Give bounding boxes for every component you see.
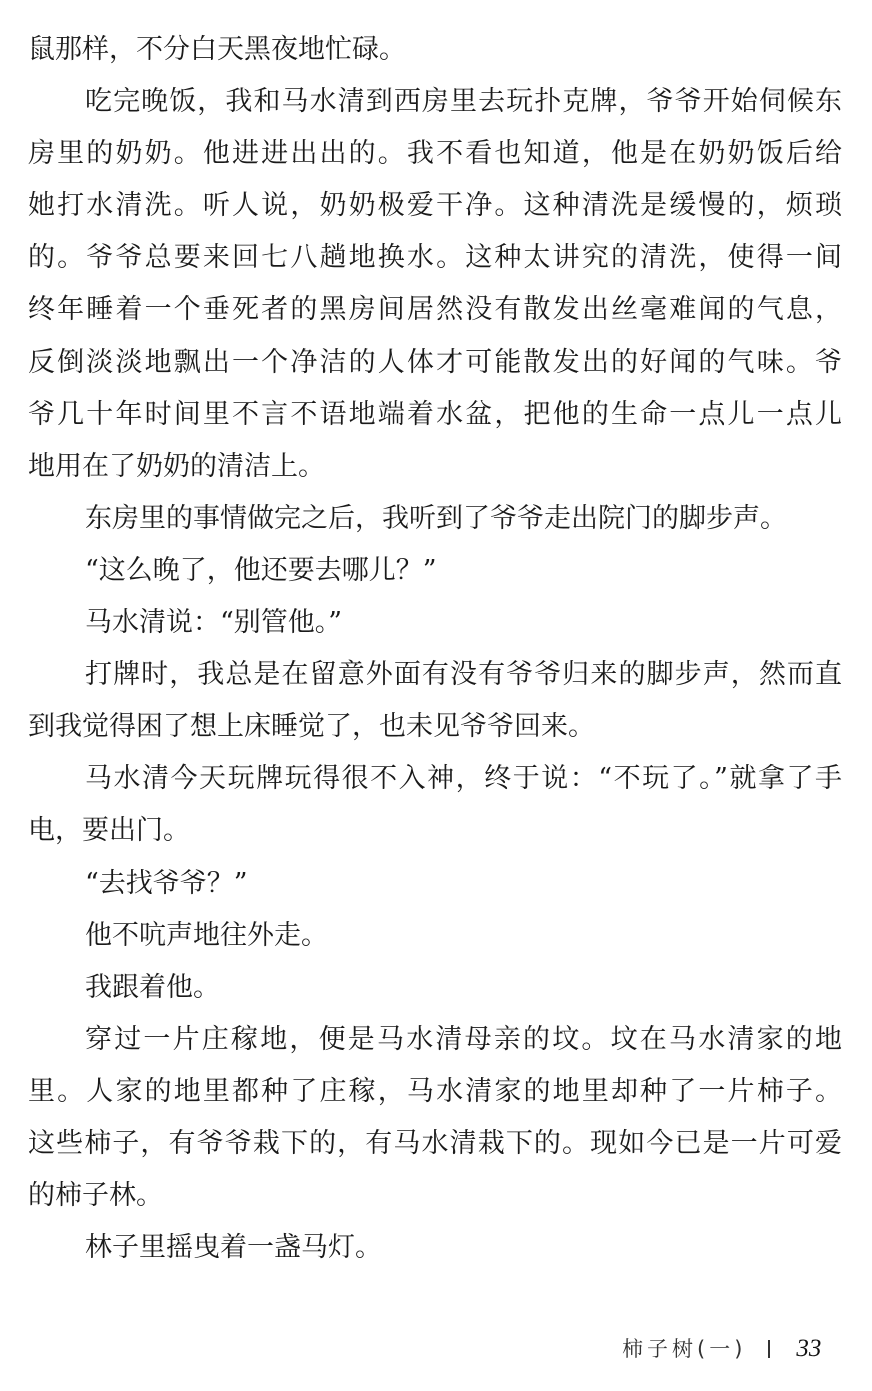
text-line: 终年睡着一个垂死者的黑房间居然没有散发出丝毫难闻的气息， <box>28 294 842 326</box>
text-line: 鼠那样，不分白天黑夜地忙碌。 <box>28 34 406 65</box>
paragraph <box>28 493 842 545</box>
text-line: 林子里摇曳着一盏马灯。 <box>85 1232 382 1264</box>
text-line: 里。人家的地里都种了庄稼，马水清家的地里却种了一片柿子。 <box>28 1075 842 1107</box>
text-line: 的柿子林。 <box>28 1180 163 1212</box>
paragraph <box>28 753 842 857</box>
text-line: 房里的奶奶。他进进出出的。我不看也知道，他是在奶奶饭后给 <box>28 138 842 170</box>
paragraph <box>28 649 842 753</box>
text-line: 我跟着他。 <box>85 971 220 1003</box>
text-line: 反倒淡淡地飘出一个净洁的人体才可能散发出的好闻的气味。爷 <box>28 346 842 378</box>
text-line: 爷几十年时间里不言不语地端着水盆，把他的生命一点儿一点儿 <box>28 398 842 430</box>
paragraph <box>28 545 842 597</box>
paragraph <box>28 858 842 910</box>
text-line: 电，要出门。 <box>28 815 190 847</box>
text-line: 这些柿子，有爷爷栽下的，有马水清栽下的。现如今已是一片可爱 <box>28 1127 842 1159</box>
text-line: “这么晚了，他还要去哪儿？” <box>85 554 437 586</box>
paragraph <box>28 24 842 76</box>
text-line: 马水清说：“别管他。” <box>85 607 343 639</box>
text-line: 穿过一片庄稼地，便是马水清母亲的坟。坟在马水清家的地 <box>85 1023 842 1055</box>
text-line: 吃完晚饭，我和马水清到西房里去玩扑克牌，爷爷开始伺候东 <box>85 86 842 118</box>
text-line: 地用在了奶奶的清洁上。 <box>28 450 325 482</box>
text-line: 到我觉得困了想上床睡觉了，也未见爷爷回来。 <box>28 711 595 743</box>
paragraph <box>28 962 842 1014</box>
text-line: 他不吭声地往外走。 <box>85 919 328 951</box>
text-line: 打牌时，我总是在留意外面有没有爷爷归来的脚步声，然而直 <box>85 659 842 691</box>
text-line: 她打水清洗。听人说，奶奶极爱干净。这种清洗是缓慢的，烦琐 <box>28 190 842 222</box>
text-line: “去找爷爷？” <box>85 867 248 899</box>
page-footer <box>622 1333 821 1363</box>
paragraph <box>28 597 842 649</box>
body-text <box>28 24 842 1274</box>
text-line: 马水清今天玩牌玩得很不入神，终于说：“不玩了。”就拿了手 <box>85 763 842 795</box>
paragraph <box>28 76 842 493</box>
text-line: 东房里的事情做完之后，我听到了爷爷走出院门的脚步声。 <box>85 502 787 534</box>
page-number: 33 <box>796 1335 822 1362</box>
running-title: 柿子树(一) <box>622 1337 747 1361</box>
paragraph <box>28 910 842 962</box>
footer-divider <box>768 1340 770 1358</box>
paragraph <box>28 1222 842 1274</box>
text-line: 的。爷爷总要来回七八趟地换水。这种太讲究的清洗，使得一间 <box>28 242 842 274</box>
paragraph <box>28 1014 842 1222</box>
